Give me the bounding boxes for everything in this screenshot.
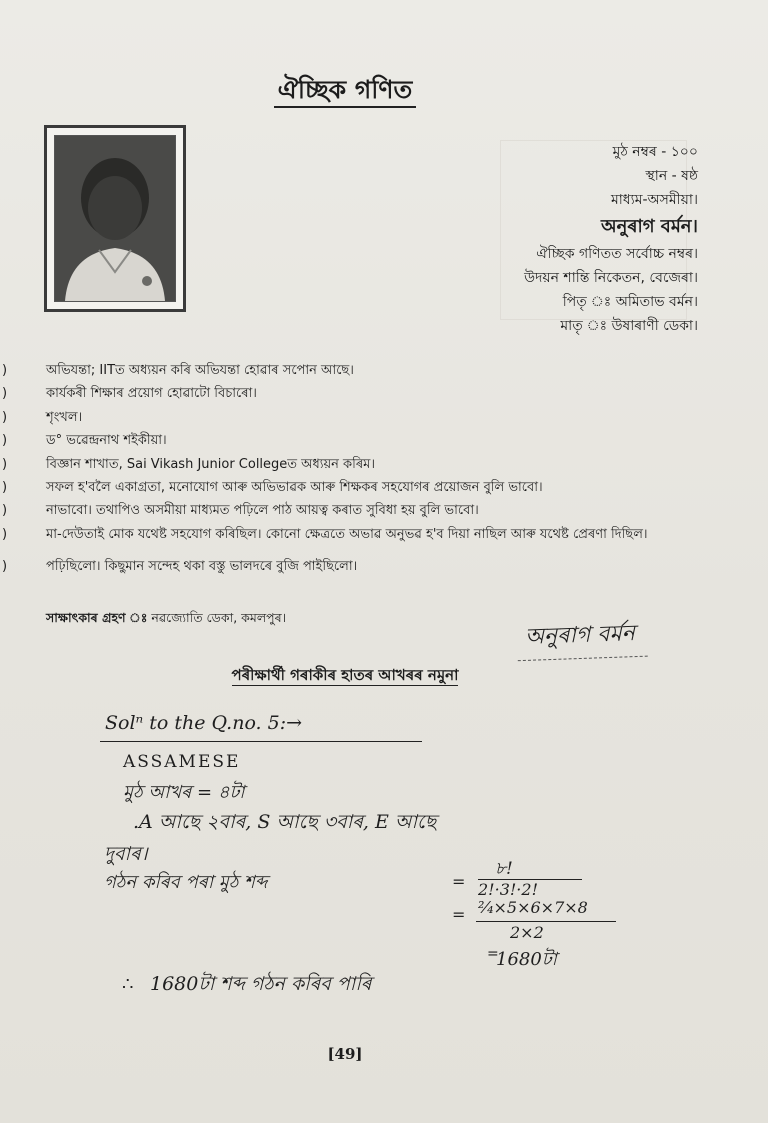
- answer-marker: ): [2, 409, 8, 425]
- answer-text: সফল হ'বলৈ একাগ্ৰতা, মনোযোগ আৰু অভিভাৱক আৰু শিক্ষকৰ সহযোগৰ প্ৰয়োজন বুলি ভাবো।: [46, 479, 543, 495]
- school: উদয়ন শান্তি নিকেতন, বেজেৰা।: [524, 270, 698, 286]
- handwritten-signature: অনুৰাগ বৰ্মন: [524, 616, 635, 657]
- hw-line-repeats-cont: দুবাৰ।: [104, 843, 148, 865]
- medium: মাধ্যম-অসমীয়া।: [610, 192, 698, 208]
- hw-result: 1680টা: [496, 949, 557, 970]
- answer-row: [2, 407, 706, 430]
- answer-text: পঢ়িছিলো। কিছুমান সন্দেহ থকা বস্তু ভালদৰে বুজি পাইছিলো।: [46, 559, 358, 575]
- answer-row: [2, 500, 706, 523]
- answer-text: কাৰ্যকৰী শিক্ষাৰ প্ৰয়োগ হোৱাটো বিচাৰো।: [46, 386, 257, 402]
- rank: স্থান - ষষ্ঠ: [645, 168, 698, 184]
- answer-text: ড° ভৱেন্দ্ৰনাথ শইকীয়া।: [46, 433, 167, 449]
- hw-line-word: ASSAMESE: [123, 752, 241, 772]
- hw-line-total-words: গঠন কৰিব পৰা মুঠ শব্দ: [104, 872, 268, 893]
- hw-line-repeats: .A আছে ২বাৰ, S আছে ৩বাৰ, E আছে: [133, 811, 437, 833]
- answer-text: মা-দেউতাই মোক যথেষ্ট সহযোগ কৰিছিল। কোনো ক্ষেত্ৰতে অভাৱ অনুভৱ হ'ব দিয়া নাছিল আৰু যথেষ্ট প্ৰেৰণা দিছিল।: [46, 526, 648, 542]
- hw-frac2-denominator: 2×2: [510, 923, 544, 942]
- handwriting-sample-title: পৰীক্ষাৰ্থী গৰাকীৰ হাতৰ আখৰৰ নমুনা: [231, 666, 459, 684]
- hw-heading-underline: [100, 741, 422, 742]
- answer-marker: ): [2, 456, 8, 472]
- hw-line-total-letters: মুঠ আখৰ = ৪টা: [123, 782, 245, 803]
- hw-frac1-numerator: ৮!: [495, 859, 513, 879]
- student-name: অনুৰাগ বৰ্মন।: [601, 216, 698, 237]
- hw-equals-3: =: [487, 946, 499, 962]
- answer-row: [2, 383, 706, 406]
- student-photo: [44, 125, 186, 312]
- answer-text: বিজ্ঞান শাখাত, Sai Vikash Junior Collegeত অধ্যয়ন কৰিম।: [46, 456, 376, 472]
- hw-frac2-numerator: ²⁄₄×5×6×7×8: [478, 898, 588, 917]
- achievement: ঐচ্ছিক গণিতত সৰ্বোচ্চ নম্বৰ।: [536, 246, 698, 262]
- answer-marker: ): [2, 503, 8, 519]
- answer-text: নাভাবো। তথাপিও অসমীয়া মাধ্যমত পঢ়িলে পাঠ আয়ত্ব কৰাত সুবিধা হয় বুলি ভাবো।: [46, 503, 479, 519]
- answer-marker: ): [2, 363, 8, 378]
- hw-heading: Solⁿ to the Q.no. 5:→: [105, 712, 303, 734]
- father-name: পিতৃ ঃ অমিতাভ বৰ্মন।: [562, 294, 698, 310]
- student-portrait: [54, 135, 176, 302]
- hw-frac1-denominator: 2!·3!·2!: [478, 880, 538, 899]
- answer-row: [2, 430, 706, 453]
- answer-row: [2, 556, 706, 579]
- answer-row: [2, 524, 706, 547]
- answer-marker: ): [2, 479, 8, 495]
- answer-text: শৃংখল।: [46, 409, 83, 425]
- answer-row: [2, 454, 706, 477]
- answer-marker: ): [2, 433, 8, 449]
- total-marks: মুঠ নম্বৰ - ১০০: [612, 144, 698, 160]
- interviewer-name: নৱজ্যোতি ডেকা, কমলপুৰ।: [151, 610, 287, 625]
- answer-marker: ): [2, 386, 8, 402]
- mother-name: মাতৃ ঃ উষাৰাণী ডেকা।: [560, 318, 698, 334]
- student-info: [524, 140, 698, 338]
- portrait-image: [55, 136, 175, 301]
- page-title: ঐচ্ছিক গণিত: [0, 70, 690, 113]
- interviewer-label: সাক্ষাৎকাৰ গ্ৰহণ ঃ: [46, 610, 148, 625]
- answer-text: অভিযন্তা; IITত অধ্যয়ন কৰি অভিযন্তা হোৱাৰ সপোন আছে।: [46, 363, 354, 378]
- answer-row: [2, 477, 706, 500]
- hw-equals-2: =: [452, 905, 466, 924]
- page-number: [49]: [327, 1045, 363, 1063]
- hw-conclusion: 1680টা শব্দ গঠন কৰিব পাৰি: [150, 973, 372, 995]
- answer-marker: ): [2, 559, 8, 575]
- answer-marker: ): [2, 526, 8, 542]
- therefore-symbol: ∴: [122, 974, 134, 995]
- hw-equals-1: =: [452, 872, 466, 891]
- interview-answers: [2, 360, 706, 580]
- interviewer-credit: [46, 610, 286, 630]
- answer-row: [2, 360, 706, 383]
- hw-frac2-bar: [476, 921, 616, 922]
